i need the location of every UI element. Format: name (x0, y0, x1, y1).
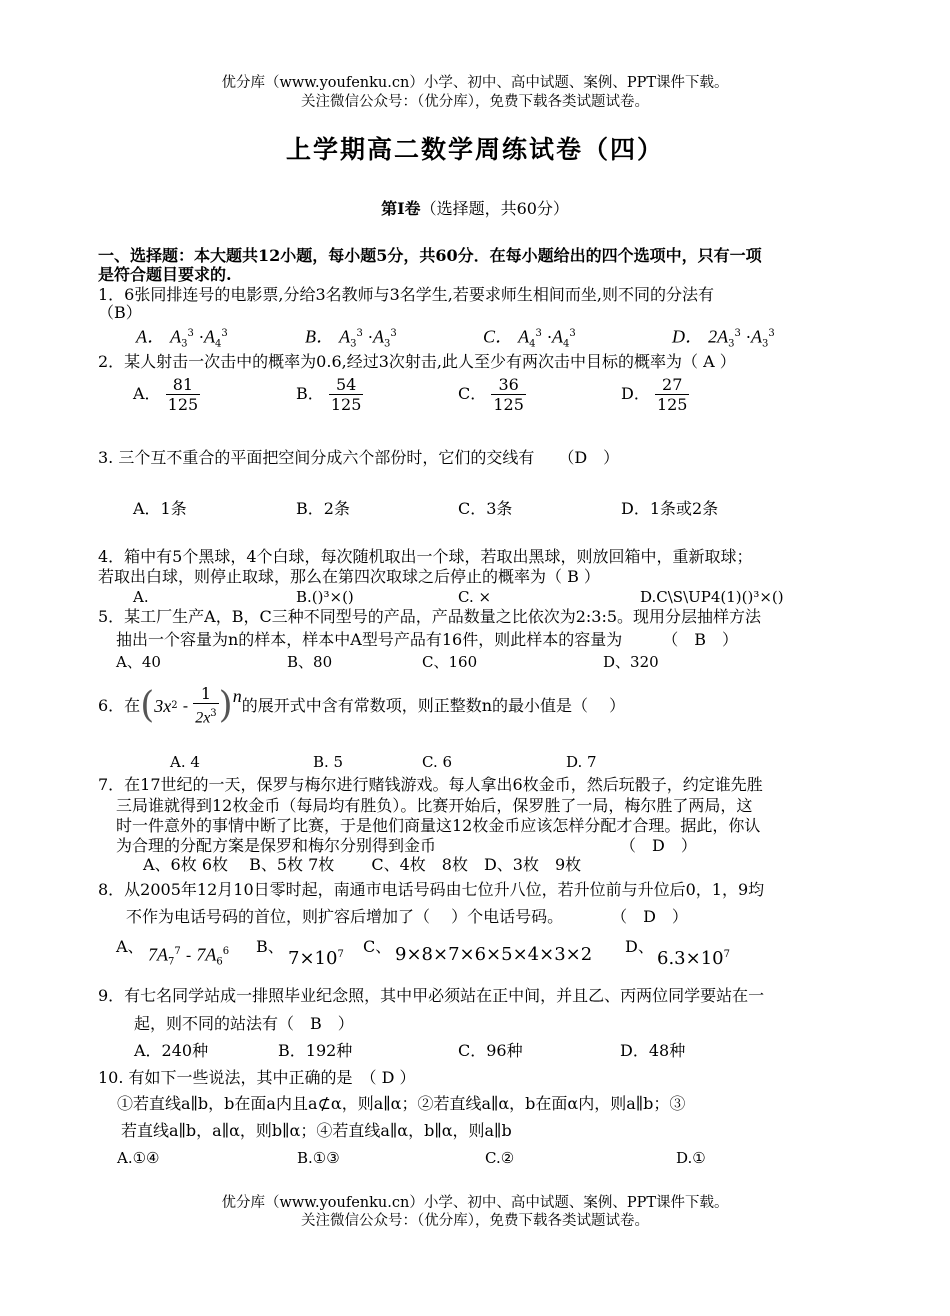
q10-option-b: B.①③ (297, 1149, 340, 1167)
q5-line-2: 抽出一个容量为n的样本，样本中A型号产品有16件，则此样本的容量为 （ B ） (116, 630, 738, 649)
q4-line-2: 若取出白球，则停止取球，那么在第四次取球之后停止的概率为（ B ） (98, 567, 600, 586)
q7-line-2: 三局谁就得到12枚金币（每局均有胜负）。比赛开始后，保罗胜了一局，梅尔胜了两局，这 (116, 796, 753, 815)
q10-option-a: A.①④ (117, 1149, 160, 1167)
q10-line-1: 10. 有如下一些说法，其中正确的是 （ D ） (98, 1068, 416, 1087)
q1-line-1: 1．6张同排连号的电影票,分给3名教师与3名学生,若要求师生相间而坐,则不同的分法有 (98, 285, 714, 304)
q8-option-a: $7A_7^7 - 7A_6^6$ (148, 944, 230, 968)
q1-option-b: B． $A_3^3 \cdot A_3^3$ (305, 326, 397, 350)
q3-option-d: D．1条或2条 (621, 499, 719, 518)
q5-option-b: B、80 (287, 653, 333, 671)
q1-line-2: （B） (98, 303, 142, 322)
q9-option-d: D．48种 (620, 1041, 686, 1060)
q8-label-d: D、 (625, 937, 654, 956)
q1-option-a: A． $A_3^3 \cdot A_4^3$ (136, 326, 228, 350)
q4-option-b: B.()³×() (296, 588, 354, 606)
section-line-1: 一、选择题：本大题共12小题，每小题5分，共60分．在每小题给出的四个选项中，只有一项 (98, 246, 762, 265)
q7-options: A、6枚 6枚 B、5枚 7枚 C、4枚 8枚 D、3枚 9枚 (143, 855, 582, 874)
q4-option-a: A. (133, 588, 149, 606)
section-line-2: 是符合题目要求的. (98, 265, 232, 284)
q9-line-1: 9．有七名同学站成一排照毕业纪念照，其中甲必须站在正中间，并且乙、丙两位同学要站在一 (98, 986, 765, 1005)
q2-option-c: C． $\frac{36}{125}$ (458, 375, 524, 414)
q9-option-b: B．192种 (278, 1041, 353, 1060)
q6-binomial: ( 3x 2 - $\frac{1}{2x^3}$ ) n (140, 684, 242, 727)
q10-option-c: C.② (485, 1149, 515, 1167)
header-line-2: 关注微信公众号：（优分库），免费下载各类试题试卷。 (301, 94, 649, 110)
q2-option-b: B． $\frac{54}{125}$ (296, 375, 362, 414)
q2-option-d: D． $\frac{27}{125}$ (621, 375, 688, 414)
footer-line-1: 优分库（www.youfenku.cn）小学、初中、高中试题、案例、PPT课件下载。 (221, 1195, 729, 1211)
q10-line-2: ①若直线a∥b，b在面a内且a⊄α，则a∥α；②若直线a∥α，b在面α内，则a∥b；③ (117, 1094, 686, 1113)
q7-line-4: 为合理的分配方案是保罗和梅尔分别得到金币 （ D ） (116, 836, 697, 855)
q3-text: 3. 三个互不重合的平面把空间分成六个部份时，它们的交线有 （D ） (98, 448, 620, 467)
q2-option-a: A． $\frac{81}{125}$ (133, 375, 199, 414)
q8-line-1: 8．从2005年12月10日零时起，南通市电话号码由七位升八位，若升位前与升位后0，1，9均 (98, 880, 765, 899)
q3-option-a: A．1条 (133, 499, 187, 518)
q8-option-c: 9×8×7×6×5×4×3×2 (395, 944, 593, 965)
q6-text (98, 684, 625, 727)
q3-option-c: C．3条 (458, 499, 513, 518)
paper-subtitle (0, 196, 950, 219)
q9-option-a: A．240种 (134, 1041, 209, 1060)
page-title: 上学期高二数学周练试卷（四） (285, 135, 664, 164)
header-line-1: 优分库（www.youfenku.cn）小学、初中、高中试题、案例、PPT课件下载。 (221, 75, 729, 91)
q8-line-2: 不作为电话号码的首位，则扩容后增加了（ ）个电话号码。 （ D ） (126, 907, 688, 926)
q4-line-1: 4．箱中有5个黑球，4个白球，每次随机取出一个球，若取出黑球，则放回箱中，重新取球； (98, 547, 753, 566)
q9-option-c: C．96种 (458, 1041, 523, 1060)
q8-option-b: $7\times 10^7$ (288, 948, 344, 969)
q7-line-3: 时一件意外的事情中断了比赛，于是他们商量这12枚金币应该怎样分配才合理。据此，你认 (116, 816, 761, 835)
q7-line-1: 7．在17世纪的一天，保罗与梅尔进行赌钱游戏。每人拿出6枚金币，然后玩骰子，约定谁先胜 (98, 775, 763, 794)
q4-option-d: D.C\S\UP4(1)()³×() (640, 588, 784, 606)
q2-text: 2．某人射击一次击中的概率为0.6,经过3次射击,此人至少有两次击中目标的概率为（ A ） (98, 352, 736, 371)
q8-option-d: $6.3\times 10^7$ (657, 948, 730, 969)
q5-option-d: D、320 (603, 653, 659, 671)
q5-option-c: C、160 (422, 653, 478, 671)
q1-option-d: D． $2A_3^3 \cdot A_3^3$ (672, 326, 775, 350)
footer-line-2: 关注微信公众号：（优分库），免费下载各类试题试卷。 (301, 1213, 649, 1229)
q6-prefix: 6．在 (98, 695, 141, 715)
q6-suffix: 的展开式中含有常数项，则正整数n的最小值是（ ） (241, 695, 626, 715)
q1-option-c: C． $A_4^3 \cdot A_4^3$ (483, 326, 576, 350)
q6-option-b: B. 5 (313, 753, 344, 771)
q10-option-d: D.① (676, 1149, 706, 1167)
subtitle-bold: 第Ⅰ卷 (381, 199, 421, 218)
subtitle-rest: （选择题，共60分） (420, 199, 569, 218)
q6-option-a: A. 4 (170, 753, 200, 771)
q8-label-b: B、 (256, 937, 284, 956)
q6-option-c: C. 6 (422, 753, 453, 771)
q8-label-c: C、 (363, 937, 392, 956)
q5-line-1: 5．某工厂生产A，B，C三种不同型号的产品，产品数量之比依次为2:3:5。现用分层抽样方法 (98, 607, 762, 626)
q8-label-a: A、 (116, 937, 144, 956)
q4-option-c: C. × (458, 588, 492, 606)
q6-option-d: D. 7 (566, 753, 597, 771)
q9-line-2: 起，则不同的站法有（ B ） (134, 1014, 354, 1033)
q3-option-b: B．2条 (296, 499, 350, 518)
q5-option-a: A、40 (116, 653, 161, 671)
q10-line-3: 若直线a∥b，a∥α，则b∥α；④若直线a∥α，b∥α，则a∥b (121, 1121, 512, 1140)
